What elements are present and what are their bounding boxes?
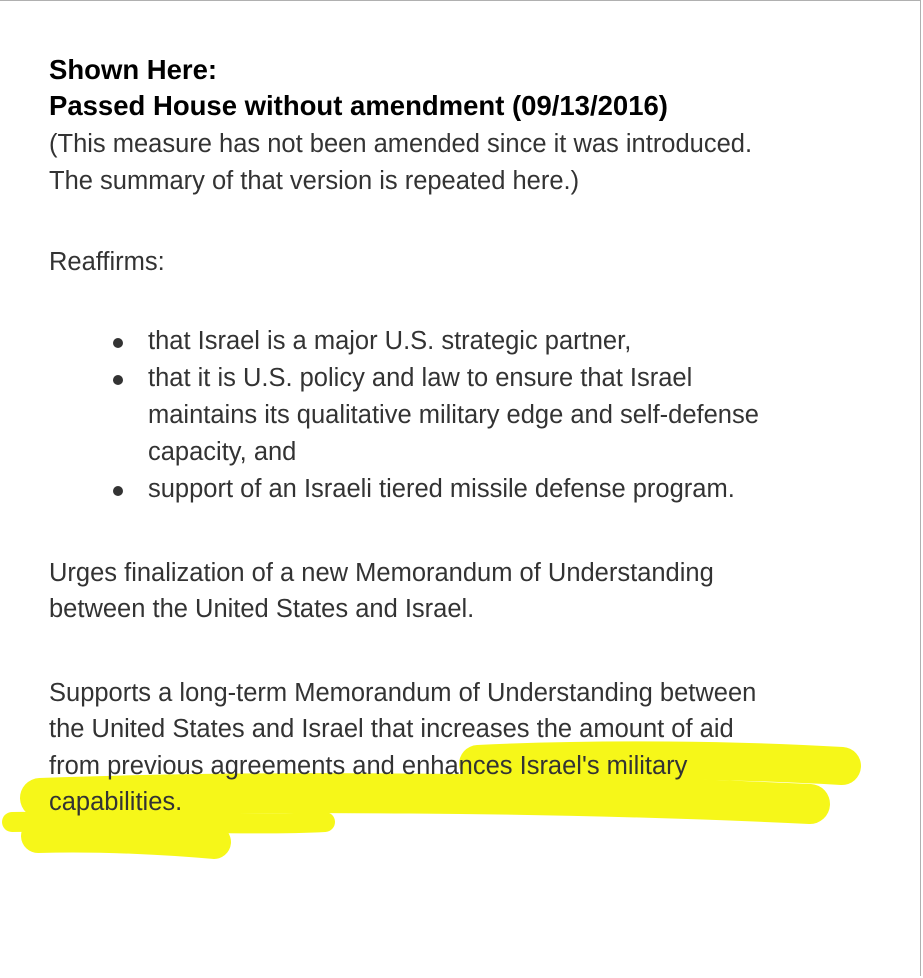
supports-line-1: Supports a long-term Memorandum of Understanding between: [49, 678, 757, 707]
reaffirms-list: [49, 323, 879, 508]
list-item-line: that Israel is a major U.S. strategic partner,: [148, 326, 632, 355]
urges-line-2: between the United States and Israel.: [49, 595, 475, 623]
bullet-dot-icon: [113, 338, 123, 348]
amendment-note: [49, 126, 879, 199]
list-item: [148, 323, 879, 360]
list-item: [148, 360, 879, 471]
list-item-line: that it is U.S. policy and law to ensure that Israel: [148, 363, 693, 392]
bullet-dot-icon: [113, 375, 123, 385]
supports-line-2-plain: the United States and Israel that: [49, 715, 421, 743]
list-item-line: capacity, and: [148, 437, 297, 466]
bill-summary-document: [49, 52, 879, 821]
list-item-line: maintains its qualitative military edge and self-defense: [148, 400, 759, 429]
highlighted-text: from previous agreements and enhances Israel's military: [49, 751, 688, 780]
highlighted-text: increases the amount of aid: [420, 715, 734, 743]
heading-action-status: Passed House without amendment (09/13/2016): [49, 90, 668, 121]
amendment-note-line-1: (This measure has not been amended since it was introduced.: [49, 130, 753, 158]
heading-shown-here: Shown Here:: [49, 54, 218, 85]
list-item-line: support of an Israeli tiered missile defense program.: [148, 474, 735, 503]
urges-paragraph: [49, 555, 879, 628]
reaffirms-label: Reaffirms:: [49, 248, 165, 276]
urges-line-1: Urges finalization of a new Memorandum of Understanding: [49, 558, 714, 587]
highlighted-text: capabilities.: [49, 788, 183, 816]
amendment-note-line-2: The summary of that version is repeated here.): [49, 166, 580, 195]
supports-paragraph: [49, 675, 879, 821]
bullet-dot-icon: [113, 486, 123, 496]
list-item: [148, 471, 879, 508]
